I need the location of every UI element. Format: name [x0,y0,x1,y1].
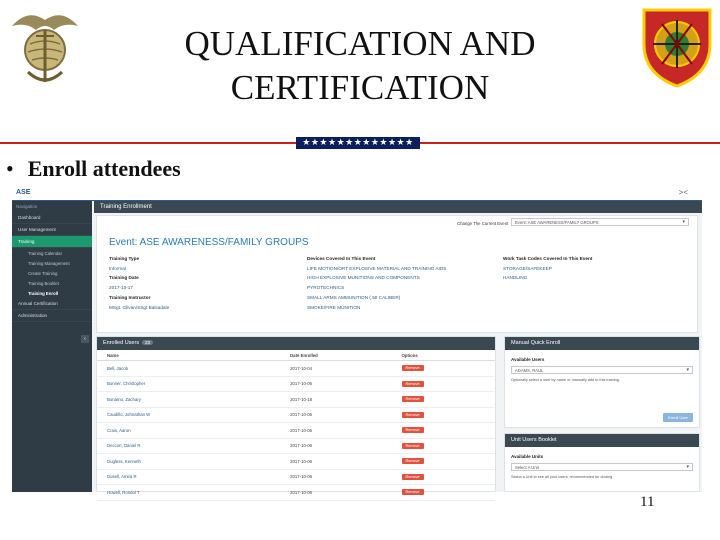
slide-title: QUALIFICATION AND CERTIFICATION [184,24,536,107]
sidebar-item-user-management[interactable]: User Management [12,224,92,236]
sidebar-toggle-icon[interactable]: ‹ [81,335,89,343]
options-cell [392,392,495,408]
enroll-date: 2017-10-04 [280,361,391,377]
options-cell [392,438,495,454]
remove-button[interactable]: Remove [402,396,424,402]
available-users-label: Available Users [511,357,545,362]
attendee-name[interactable]: Bonner, Christopher [97,376,280,392]
attendee-name[interactable]: Bell, Jacob [97,361,280,377]
chevron-down-icon: ▾ [686,367,689,373]
table-row [97,469,495,485]
enroll-date: 2017-10-06 [280,469,391,485]
training-instructor-value: MSgt. Glivan/SSgt Balsadale [109,304,170,310]
available-units-select[interactable] [511,463,693,471]
remove-button[interactable]: Remove [402,443,424,449]
enrolled-count-badge: 23 [142,340,153,345]
sidebar-subitem-training-enroll[interactable]: Training Enroll [28,290,59,296]
remove-button[interactable]: Remove [402,458,424,464]
work-task-item: STORAGE/SAFEKEEP [503,265,552,271]
available-units-value: Select A Unit [515,465,539,470]
app-screenshot [12,185,702,495]
attendee-name[interactable]: Crais, Aaron [97,423,280,439]
enroll-date: 2017-10-06 [280,485,391,501]
training-instructor-label: Training Instructor [109,294,151,300]
collapse-icon[interactable]: >< [678,188,688,197]
chevron-down-icon: ▾ [682,219,685,225]
table-header-row [97,350,495,361]
change-event-select[interactable] [511,218,689,226]
available-users-value: ADAMS, RAUL [515,368,544,373]
options-cell [392,407,495,423]
remove-button[interactable]: Remove [402,427,424,433]
table-row [97,423,495,439]
main-content [94,201,702,495]
stars-banner: ★★★★★★★★★★★★★ [296,137,420,149]
remove-button[interactable]: Remove [402,381,424,387]
unit-insignia-emblem [638,4,716,88]
work-tasks-column [503,254,592,283]
manual-enroll-header: Manual Quick Enroll [505,337,699,350]
available-users-select[interactable] [511,366,693,374]
options-cell [392,485,495,501]
sidebar-subitem-create-training[interactable]: Create Training [28,270,58,276]
enrolled-users-header [97,337,495,350]
remove-button[interactable]: Remove [402,365,424,371]
work-tasks-heading: Work Task Codes Covered In This Event [503,256,593,261]
attendee-name[interactable]: Dugless, Kenneth [97,454,280,470]
device-item: LIFE MOTION/ORT EXPLOSIVE MATERIAL AND TRAINING AIDS [307,265,447,271]
table-row [97,438,495,454]
sidebar-item-administration[interactable]: Administration [12,310,92,322]
bullet-text: Enroll attendees [27,156,181,181]
attendee-name[interactable]: Bonamo, Zachary [97,392,280,408]
remove-button[interactable]: Remove [402,489,424,495]
enroll-date: 2017-10-05 [280,407,391,423]
event-title: Event: ASE AWARENESS/FAMILY GROUPS [109,237,309,248]
sidebar-subitem-training-booklet[interactable]: Training Booklet [28,280,59,286]
column-header-name[interactable]: Name [97,350,280,361]
chevron-down-icon: ▾ [686,464,689,470]
table-row [97,485,495,501]
enroll-date: 2017-10-05 [280,423,391,439]
remove-button[interactable]: Remove [402,474,424,480]
enroll-user-button[interactable]: Enroll User [663,413,693,422]
options-cell [392,361,495,377]
training-type-value: Informal [109,265,126,271]
attendee-name[interactable]: Caudillo, Johnathan W [97,407,280,423]
manual-enroll-card [504,336,700,428]
event-details-card [96,215,698,333]
options-cell [392,376,495,392]
unit-booklet-header: Unit Users Booklet [505,434,699,447]
enrolled-users-title: Enrolled Users [103,340,140,346]
sidebar-nav-label: Navigation [16,204,38,209]
page-header: Training Enrollment [94,201,702,213]
manual-enroll-help: Optionally select a user by name or manually add to this training. [511,378,620,382]
app-topbar [12,185,702,201]
bullet-enroll-attendees [6,156,181,182]
attendee-name[interactable]: Dusell, Amira R [97,469,280,485]
table-row [97,361,495,377]
enrolled-users-card [96,336,496,495]
app-logo[interactable]: ASE [16,189,31,196]
change-event-label: Change The Current Event [457,221,509,226]
sidebar-item-annual-certification[interactable]: Annual Certification [12,298,92,310]
event-info-column [109,254,169,312]
options-cell [392,454,495,470]
training-date-value: 2017-10-17 [109,285,133,291]
devices-column [307,254,446,312]
table-row [97,454,495,470]
training-type-label: Training Type [109,256,140,261]
eagle-globe-anchor-emblem [8,4,82,88]
device-item: SMOKE/FIRE MUNITION [307,304,361,310]
sidebar-subitem-training-calendar[interactable]: Training Calendar [28,250,62,256]
options-cell [392,423,495,439]
page-number: 11 [640,494,655,510]
enroll-date: 2017-10-06 [280,376,391,392]
device-item: HIGH EXPLOSIVE MUNITIONS AND COMPONENTS [307,275,420,281]
available-units-label: Available Units [511,454,544,459]
devices-heading: Devices Covered In This Event [307,256,376,261]
work-task-item: HANDLING [503,275,528,281]
sidebar-item-training[interactable]: Training [12,236,92,248]
unit-booklet-card [504,433,700,492]
sidebar-item-dashboard[interactable]: Dashboard [12,212,92,224]
column-header-options: Options [392,350,495,361]
bullet-icon: • [6,156,14,181]
unit-booklet-help: Select a Unit to see all your users, recommended for closing. [511,475,614,479]
enroll-date: 2017-10-06 [280,438,391,454]
sidebar-subitem-training-management[interactable]: Training Management [28,260,70,266]
remove-button[interactable]: Remove [402,412,424,418]
enroll-date: 2017-10-06 [280,454,391,470]
enrolled-users-table [97,350,495,501]
sidebar [12,201,92,492]
device-item: PYROTECHNICS [307,285,345,291]
enroll-date: 2017-10-18 [280,392,391,408]
table-row [97,392,495,408]
column-header-date[interactable]: Date Enrolled [280,350,391,361]
training-date-label: Training Date [109,275,139,281]
attendee-name[interactable]: Howell, Rondol T [97,485,280,501]
options-cell [392,469,495,485]
table-row [97,407,495,423]
change-event-value: Event: ASE AWARENESS/FAMILY GROUPS [515,220,599,225]
attendee-name[interactable]: Deccon, Daniel R [97,438,280,454]
device-item: SMALL ARMS AMMUNITION (.50 CALIBER) [307,294,401,300]
table-row [97,376,495,392]
